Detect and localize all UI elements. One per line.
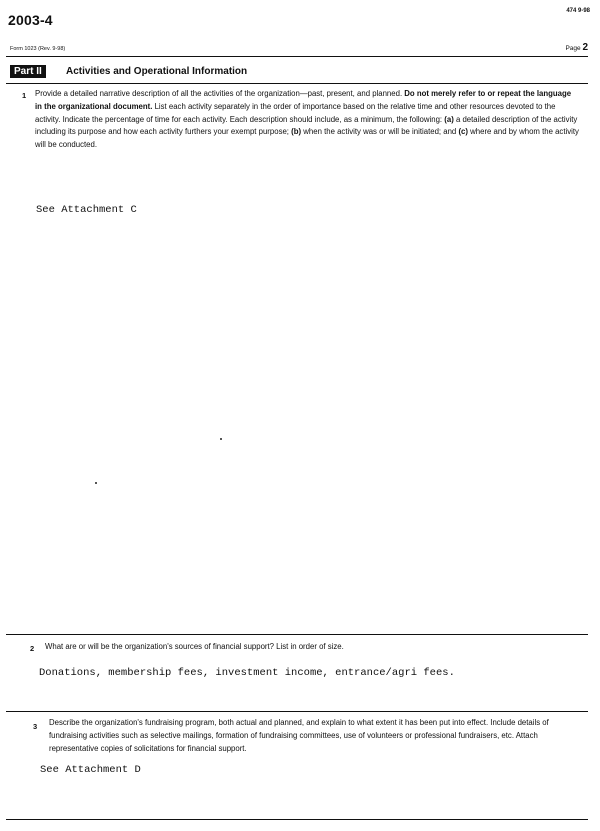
scan-speck [95, 482, 97, 484]
question-2-answer: Donations, membership fees, investment income, entrance/agri fees. [39, 667, 455, 679]
question-1-number: 1 [22, 91, 27, 100]
page-indicator [565, 42, 588, 53]
part-label: Part II [10, 65, 46, 78]
form-revision-code: 474 9-98 [566, 8, 590, 14]
question-1-answer: See Attachment C [36, 204, 137, 216]
page-label: Page [565, 45, 581, 52]
header-rule [6, 56, 588, 57]
part-rule [6, 83, 588, 84]
question-2-text: What are or will be the organization's sources of financial support? List in order of size. [45, 642, 344, 651]
question-3-answer: See Attachment D [40, 764, 141, 776]
question-2-rule [6, 711, 588, 712]
question-3-number: 3 [33, 722, 38, 731]
document-code: 2003-4 [8, 12, 53, 28]
question-1-text: Provide a detailed narrative description of all the activities of the organization—past, present, and planned. Do not merely refer to or repeat the language in the organizational document. List each activity separately in the order of importance based on the relative time and other resources devoted to the activity. Indicate the percentage of time for each activity. Each description should include, as a minimum, the following: (a) a detailed description of the activity including its purpose and how each activity furthers your exempt purpose; (b) when the activity was or will be initiated; and (c) where and by whom the activity will be conducted. [35, 89, 579, 150]
bottom-rule [6, 819, 588, 820]
part-title: Activities and Operational Information [66, 66, 248, 77]
question-2-number: 2 [30, 644, 35, 653]
scan-speck [220, 438, 222, 440]
form-reference: Form 1023 (Rev. 9-98) [10, 46, 66, 52]
question-3-text: Describe the organization's fundraising program, both actual and planned, and explain to what extent it has been put into effect. Include details of fundraising activities such as selective mailings, formation of fundraising committees, use of volunteers or professional fundraisers, etc. Attach representative copies of solicitations for financial support. [49, 718, 549, 753]
page-number: 2 [582, 42, 588, 53]
question-1-rule [6, 634, 588, 635]
